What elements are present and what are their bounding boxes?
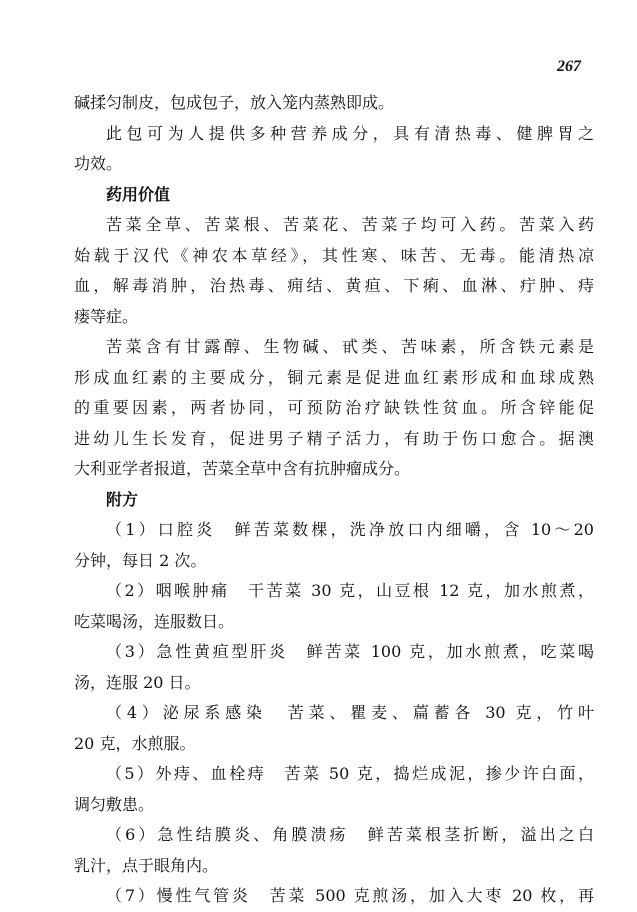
text-line: 苦菜含有甘露醇、生物碱、甙类、苦味素，所含铁元素是 [106,337,594,356]
text-line: （5）外痔、血栓痔 苦菜 50 克，捣烂成泥，掺少许白面， [106,764,594,783]
text-line: （6）急性结膜炎、角膜溃疡 鲜苦菜根茎折断，溢出之白 [106,825,594,844]
text-line: （2）咽喉肿痛 干苦菜 30 克，山豆根 12 克，加水煎煮， [106,581,594,600]
text-line: （1）口腔炎 鲜苦菜数棵，洗净放口内细嚼，含 10～20 [106,520,594,539]
text-line: 调匀敷患。 [74,794,155,814]
text-line: 功效。 [74,154,123,173]
text-line: 汤，连服 20 日。 [74,672,201,692]
text-line: 瘘等症。 [74,306,139,326]
text-line: 20 克，水煎服。 [74,733,196,753]
text-line: 碱揉匀制皮，包成包子，放入笼内蒸熟即成。 [74,93,395,112]
text-line: 乳汁，点于眼角内。 [74,855,219,875]
text-line: （3）急性黄疸型肝炎 鲜苦菜 100 克，加水煎煮，吃菜喝 [106,642,594,661]
text-line: 的重要因素，两者协同，可预防治疗缺铁性贫血。所含锌能促 [74,398,594,417]
document-body [74,88,594,912]
text-line: 始载于汉代《神农本草经》，其性寒、味苦、无毒。能清热凉 [74,245,594,265]
section-heading: 附方 [106,489,139,509]
text-line: （7）慢性气管炎 苦菜 500 克煎汤，加入大枣 20 枚，再 [106,886,594,905]
text-line: 吃菜喝汤，连服数日。 [74,611,235,631]
text-line: 血，解毒消肿，治热毒、痈结、黄疸、下痢、血淋、疔肿、痔 [74,276,594,295]
section-heading: 药用价值 [106,184,171,204]
text-line: 苦菜全草、苦菜根、苦菜花、苦菜子均可入药。苦菜入药 [106,215,594,234]
text-line: （4）泌尿系感染 苦菜、瞿麦、萹蓄各 30 克，竹叶 [106,703,594,722]
text-line: 分钟，每日 2 次。 [74,550,207,570]
text-line: 大利亚学者报道，苦菜全草中含有抗肿瘤成分。 [74,459,411,478]
text-line: 形成血红素的主要成分，铜元素是促进血红素形成和血球成熟 [74,367,594,387]
text-line: 此包可为人提供多种营养成分，具有清热毒、健脾胃之 [106,123,594,143]
text-line: 进幼儿生长发育，促进男子精子活力，有助于伤口愈合。据澳 [74,428,594,448]
page-number: 267 [557,58,581,75]
